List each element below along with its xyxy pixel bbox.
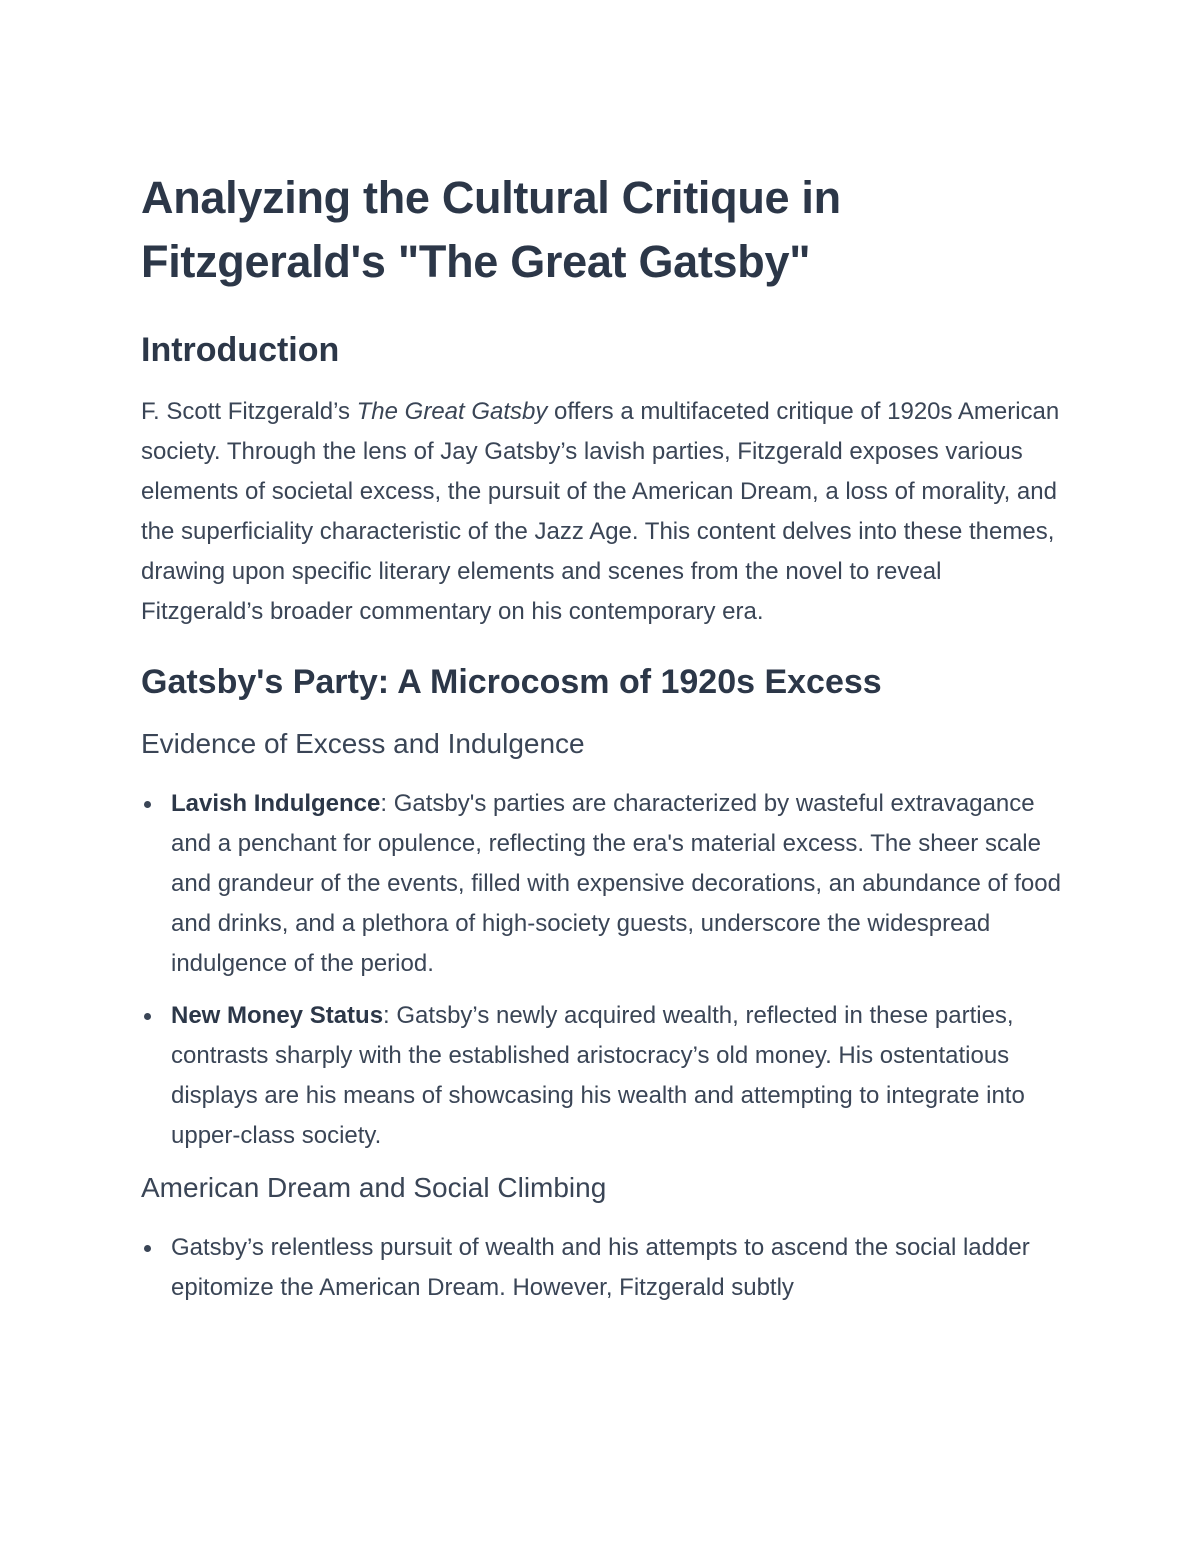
list-item-label: Lavish Indulgence [171,790,381,817]
list-item [141,996,1063,1156]
book-title: The Great Gatsby [356,398,548,425]
list-item-text: Gatsby’s relentless pursuit of wealth and his attempts to ascend the social ladder epitomize the American Dream. However, Fitzgerald subtly [171,1234,1030,1301]
excess-list [141,784,1063,1156]
list-item [141,1228,1063,1308]
intro-text-before: F. Scott Fitzgerald’s [141,398,357,425]
document-title: Analyzing the Cultural Critique in Fitzgerald's "The Great Gatsby" [141,172,841,287]
list-item [141,784,1063,984]
subsection-heading-american-dream: American Dream and Social Climbing [141,1172,607,1203]
document-page [141,166,1063,1320]
list-item-label: New Money Status [171,1002,384,1029]
bullet-icon [144,801,151,808]
subsection-heading-excess: Evidence of Excess and Indulgence [141,728,585,759]
list-item-text: : Gatsby's parties are characterized by wasteful extravagance and a penchant for opulence, reflecting the era's material excess. The sheer scale and grandeur of the events, filled with expensive decorations, an abundance of food and drinks, and a plethora of high-society guests, underscore the widespread indulgence of the period. [171,790,1061,977]
section-heading: Gatsby's Party: A Microcosm of 1920s Excess [141,663,882,701]
introduction-paragraph [141,392,1063,632]
introduction-heading: Introduction [141,331,340,369]
bullet-icon [144,1013,151,1020]
intro-text-after: offers a multifaceted critique of 1920s American society. Through the lens of Jay Gatsby’s lavish parties, Fitzgerald exposes various elements of societal excess, the pursuit of the American Dream, a loss of morality, and the superficiality characteristic of the Jazz Age. This content delves into these themes, drawing upon specific literary elements and scenes from the novel to reveal Fitzgerald’s broader commentary on his contemporary era. [141,398,1060,625]
bullet-icon [144,1245,151,1252]
list-item-text: : Gatsby’s newly acquired wealth, reflected in these parties, contrasts sharply with the established aristocracy’s old money. His ostentatious displays are his means of showcasing his wealth and attempting to integrate into upper-class society. [171,1002,1025,1149]
american-dream-list [141,1228,1063,1308]
